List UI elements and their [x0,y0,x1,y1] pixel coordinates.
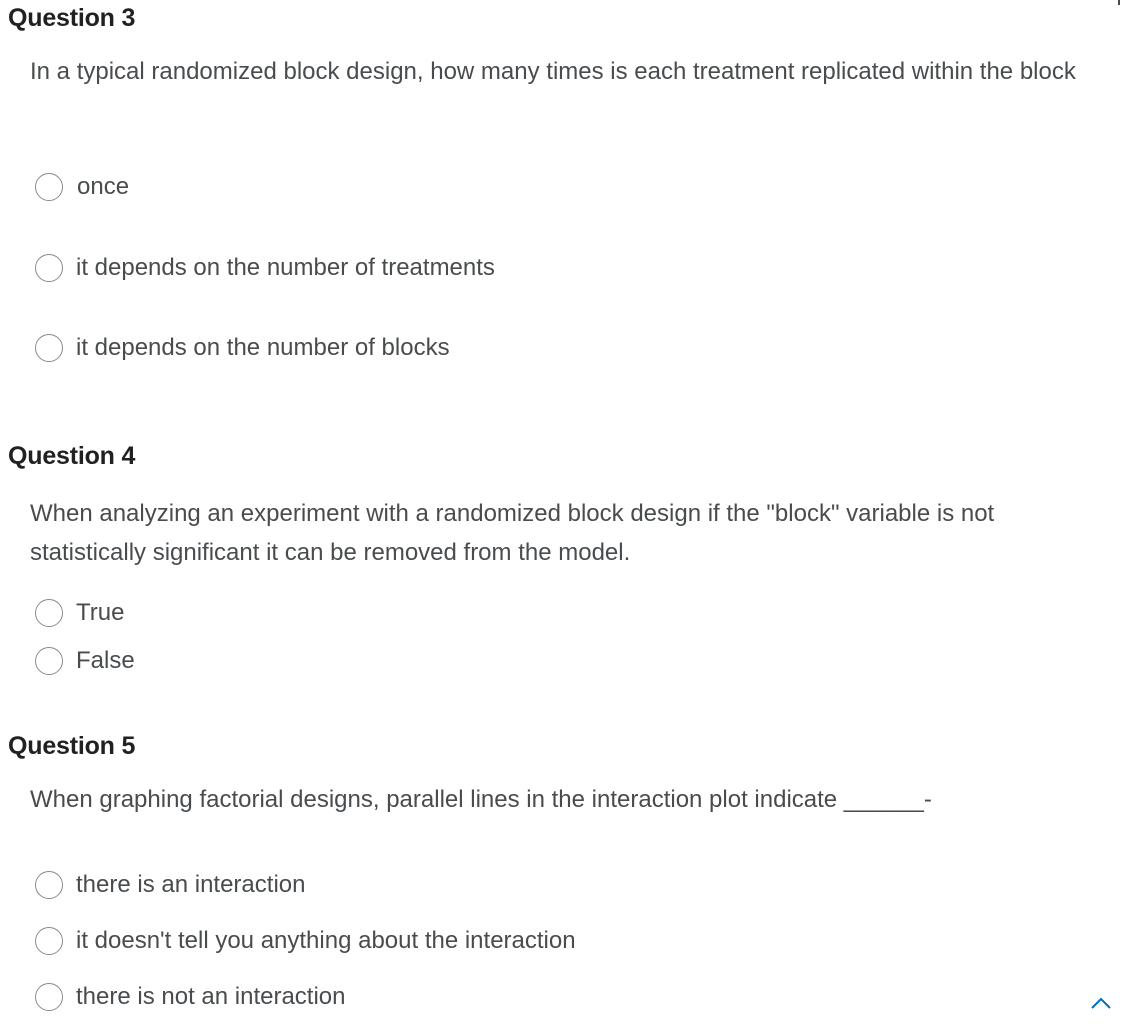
corner-mark [1118,0,1120,5]
option-label: it depends on the number of treatments [76,254,495,281]
question-3-option-3[interactable] [35,334,450,362]
radio-button-icon[interactable] [35,871,63,899]
option-label: it depends on the number of blocks [76,334,450,361]
option-label: False [76,647,135,674]
question-5-title: Question 5 [8,732,136,760]
question-5-option-2[interactable] [35,927,576,955]
radio-button-icon[interactable] [35,983,63,1011]
question-4-option-true[interactable] [35,599,124,627]
question-3-title: Question 3 [8,4,136,32]
question-5-text: When graphing factorial designs, parallel lines in the interaction plot indicate ______- [30,786,932,813]
option-label: there is an interaction [76,871,306,898]
question-3-text: In a typical randomized block design, how many times is each treatment replicated within the block [30,58,1076,85]
question-4-option-false[interactable] [35,647,135,675]
radio-button-icon[interactable] [35,927,63,955]
question-5-option-3[interactable] [35,983,346,1011]
question-5-option-1[interactable] [35,871,305,899]
option-label: True [76,599,125,626]
question-4-text: When analyzing an experiment with a randomized block design if the "block" variable is not statistically significant it can be removed from the model. [30,500,995,566]
question-3-option-2[interactable] [35,254,495,282]
question-3-option-1[interactable] [35,173,129,201]
radio-button-icon[interactable] [35,647,63,675]
radio-button-icon[interactable] [35,254,63,282]
option-label: it doesn't tell you anything about the interaction [76,927,576,954]
option-label: there is not an interaction [76,983,346,1010]
radio-button-icon[interactable] [35,334,63,362]
chevron-up-icon[interactable] [1090,996,1112,1010]
radio-button-icon[interactable] [35,173,63,201]
radio-button-icon[interactable] [35,599,63,627]
question-4-title: Question 4 [8,442,136,470]
option-label: once [77,173,130,200]
